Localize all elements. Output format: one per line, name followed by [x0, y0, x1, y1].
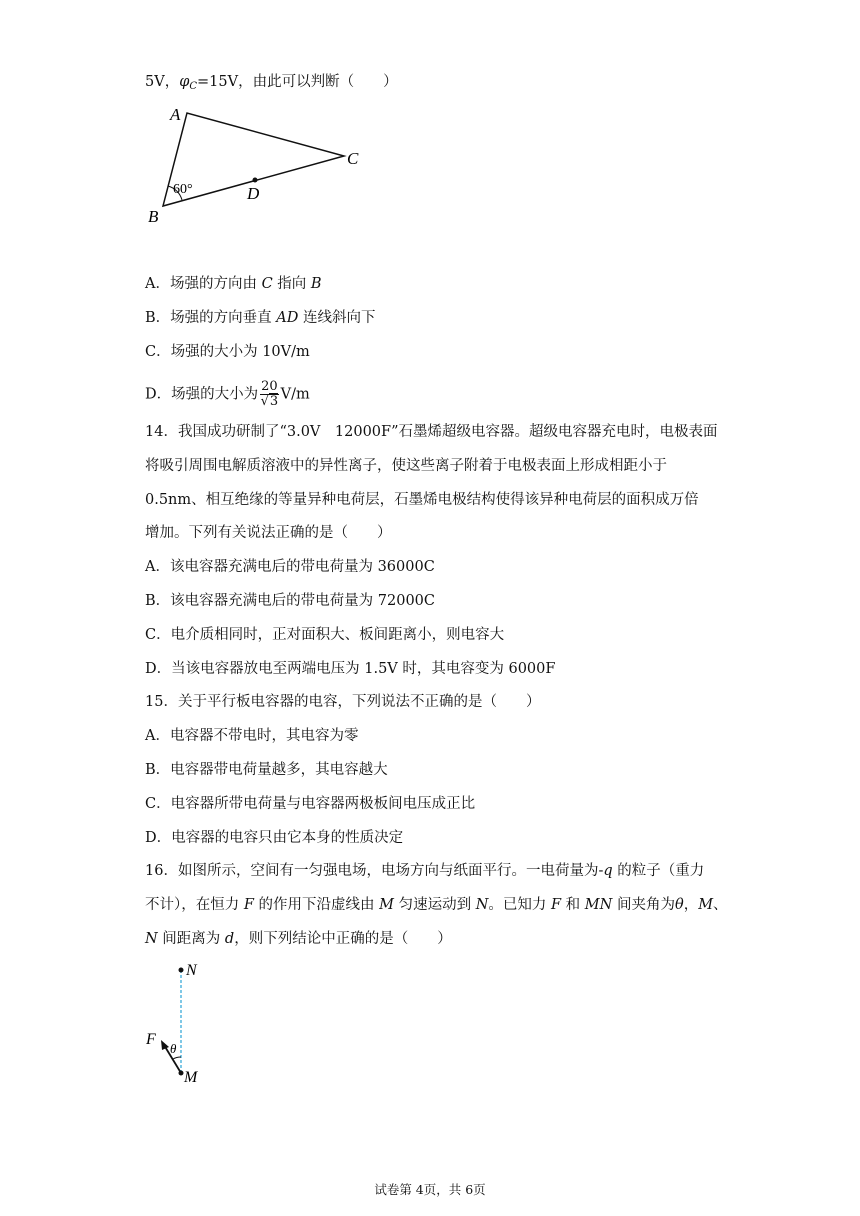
q14-option-a: A．该电容器充满电后的带电荷量为 36000C: [145, 559, 435, 575]
label-theta: θ: [170, 1041, 177, 1056]
q13-stem-tail: 5V，$\varphi_C=15V$，由此可以判断（ ）: [145, 74, 398, 92]
label-m: M: [184, 1069, 198, 1086]
q14-stem-line3: 0.5nm、相互绝缘的等量异种电荷层，石墨烯电极结构使得该异种电荷层的面积成万倍: [145, 492, 699, 508]
q14-stem-line4: 增加。下列有关说法正确的是（ ）: [145, 525, 392, 541]
label-b: B: [148, 207, 159, 226]
angle-label: 60°: [173, 182, 193, 197]
q16-stem-line3: N 间距离为 d，则下列结论中正确的是（ ）: [145, 931, 452, 947]
q15-option-b: B．电容器带电荷量越多，其电容越大: [145, 762, 388, 778]
label-f: F: [146, 1031, 156, 1048]
q13-option-c: C．场强的大小为 10V/m: [145, 344, 310, 360]
q16-stem-line1: 16．如图所示，空间有一匀强电场，电场方向与纸面平行。一电荷量为-q 的粒子（重力: [145, 863, 705, 879]
q16-stem-line2: 不计），在恒力 F 的作用下沿虚线由 M 匀速运动到 N。已知力 F 和 MN 间夹角为θ，M、: [145, 897, 728, 913]
label-d: D: [247, 184, 260, 203]
point-d: [253, 178, 258, 183]
q15-option-a: A．电容器不带电时，其电容为零: [145, 728, 359, 744]
point-n: [179, 968, 184, 973]
fraction-20-over-root3: $\frac{20}{√3}$: [260, 379, 279, 409]
q13-option-d: D．场强的大小为 $\frac{20}{√3}$ V/m: [145, 379, 310, 409]
q14-option-c: C．电介质相同时，正对面积大、板间距离小，则电容大: [145, 627, 505, 643]
q13-option-b: B．场强的方向垂直 AD 连线斜向下: [145, 310, 376, 326]
phi-subscript: C: [189, 81, 198, 92]
q14-option-d: D．当该电容器放电至两端电压为 1.5V 时，其电容变为 6000F: [145, 661, 556, 677]
q16-force-figure: [140, 955, 220, 1090]
q14-stem-line1: 14．我国成功研制了“3.0V 12000F”石墨烯超级电容器。超级电容器充电时，电极表面: [145, 424, 718, 440]
theta-arc: [173, 1057, 181, 1059]
label-n: N: [186, 962, 197, 979]
q15-option-d: D．电容器的电容只由它本身的性质决定: [145, 830, 404, 846]
page-footer: 试卷第 4页，共 6页: [374, 1182, 486, 1197]
label-a: A: [170, 105, 181, 124]
q15-stem: 15．关于平行板电容器的电容，下列说法不正确的是（ ）: [145, 694, 541, 710]
q13-triangle-figure: [140, 100, 380, 230]
force-arrowhead: [161, 1040, 169, 1050]
q15-option-c: C．电容器所带电荷量与电容器两极板间电压成正比: [145, 796, 476, 812]
phi-symbol: φ: [179, 74, 190, 90]
q14-stem-line2: 将吸引周围电解质溶液中的异性离子，使这些离子附着于电极表面上形成相距小于: [145, 458, 667, 474]
q14-option-b: B．该电容器充满电后的带电荷量为 72000C: [145, 593, 435, 609]
q13-option-a: A．场强的方向由 C 指向 B: [145, 276, 322, 292]
label-c: C: [347, 149, 359, 168]
